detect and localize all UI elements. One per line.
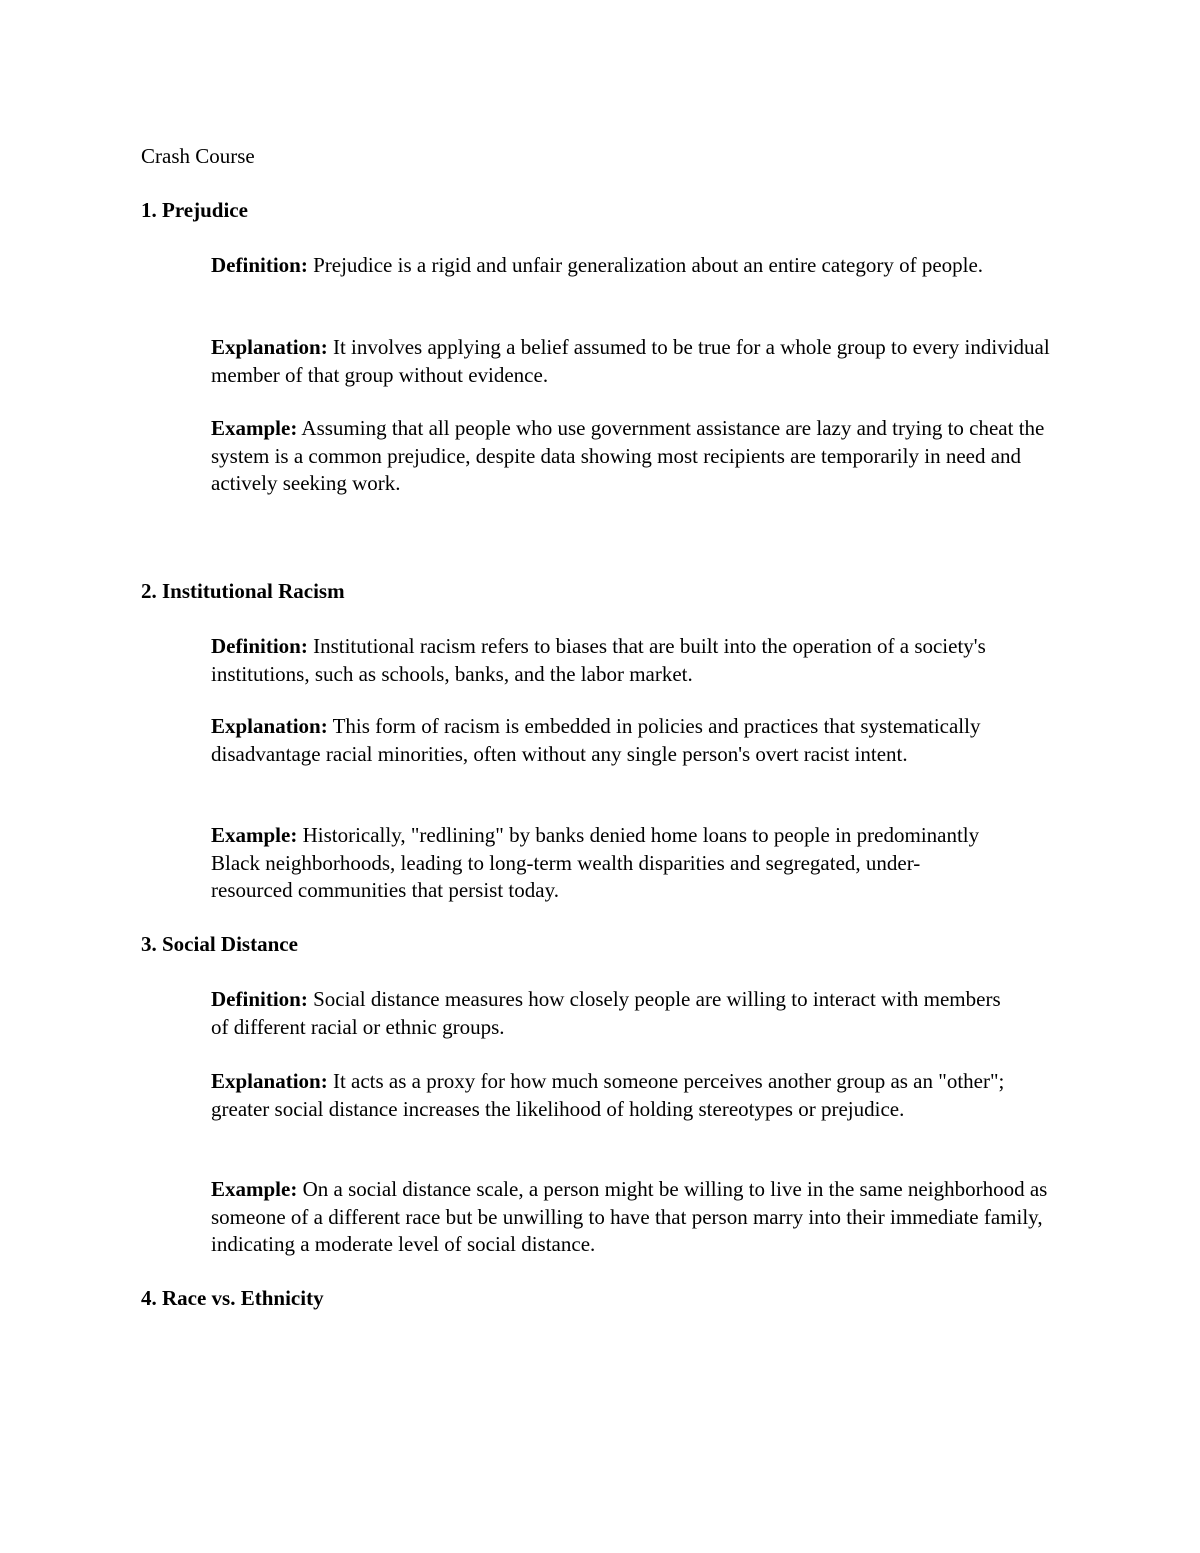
definition-text: Social distance measures how closely people are willing to interact with members of different racial or ethnic groups. bbox=[211, 987, 1001, 1039]
explanation-label: Explanation: bbox=[211, 714, 328, 738]
example-paragraph bbox=[211, 1176, 1051, 1259]
example-label: Example: bbox=[211, 416, 298, 440]
definition-paragraph bbox=[211, 252, 1011, 280]
explanation-paragraph bbox=[211, 334, 1061, 389]
definition-text: Prejudice is a rigid and unfair generalization about an entire category of people. bbox=[307, 253, 984, 277]
example-label: Example: bbox=[211, 823, 298, 847]
example-label: Example: bbox=[211, 1177, 298, 1201]
explanation-text: It acts as a proxy for how much someone perceives another group as an "other"; greater social distance increases the likelihood of holding stereotypes or prejudice. bbox=[211, 1069, 1005, 1121]
explanation-text: This form of racism is embedded in policies and practices that systematically disadvantage racial minorities, often without any single person's overt racist intent. bbox=[211, 714, 981, 766]
definition-label: Definition: bbox=[211, 253, 308, 277]
definition-text: Institutional racism refers to biases that are built into the operation of a society's institutions, such as schools, banks, and the labor market. bbox=[211, 634, 986, 686]
explanation-text: It involves applying a belief assumed to be true for a whole group to every individual member of that group without evidence. bbox=[211, 335, 1050, 387]
example-text: On a social distance scale, a person might be willing to live in the same neighborhood as someone of a different race but be unwilling to have that person marry into their immediate family, indicating a moderate level of social distance. bbox=[211, 1177, 1048, 1256]
example-paragraph bbox=[211, 822, 991, 905]
definition-label: Definition: bbox=[211, 634, 308, 658]
explanation-paragraph bbox=[211, 713, 1021, 768]
section-heading-prejudice: 1. Prejudice bbox=[141, 198, 248, 222]
explanation-paragraph bbox=[211, 1068, 1041, 1123]
section-heading-race-vs-ethnicity: 4. Race vs. Ethnicity bbox=[141, 1286, 324, 1310]
definition-label: Definition: bbox=[211, 987, 308, 1011]
explanation-label: Explanation: bbox=[211, 335, 328, 359]
example-paragraph bbox=[211, 415, 1071, 498]
document-title: Crash Course bbox=[141, 144, 255, 168]
section-heading-institutional-racism: 2. Institutional Racism bbox=[141, 579, 345, 603]
definition-paragraph bbox=[211, 986, 1021, 1041]
section-heading-social-distance: 3. Social Distance bbox=[141, 932, 298, 956]
definition-paragraph bbox=[211, 633, 1011, 688]
example-text: Assuming that all people who use government assistance are lazy and trying to cheat the system is a common prejudice, despite data showing most recipients are temporarily in need and actively seeking work. bbox=[211, 416, 1045, 495]
example-text: Historically, "redlining" by banks denied home loans to people in predominantly Black neighborhoods, leading to long-term wealth disparities and segregated, under-resourced communities that persist today. bbox=[211, 823, 980, 902]
explanation-label: Explanation: bbox=[211, 1069, 328, 1093]
